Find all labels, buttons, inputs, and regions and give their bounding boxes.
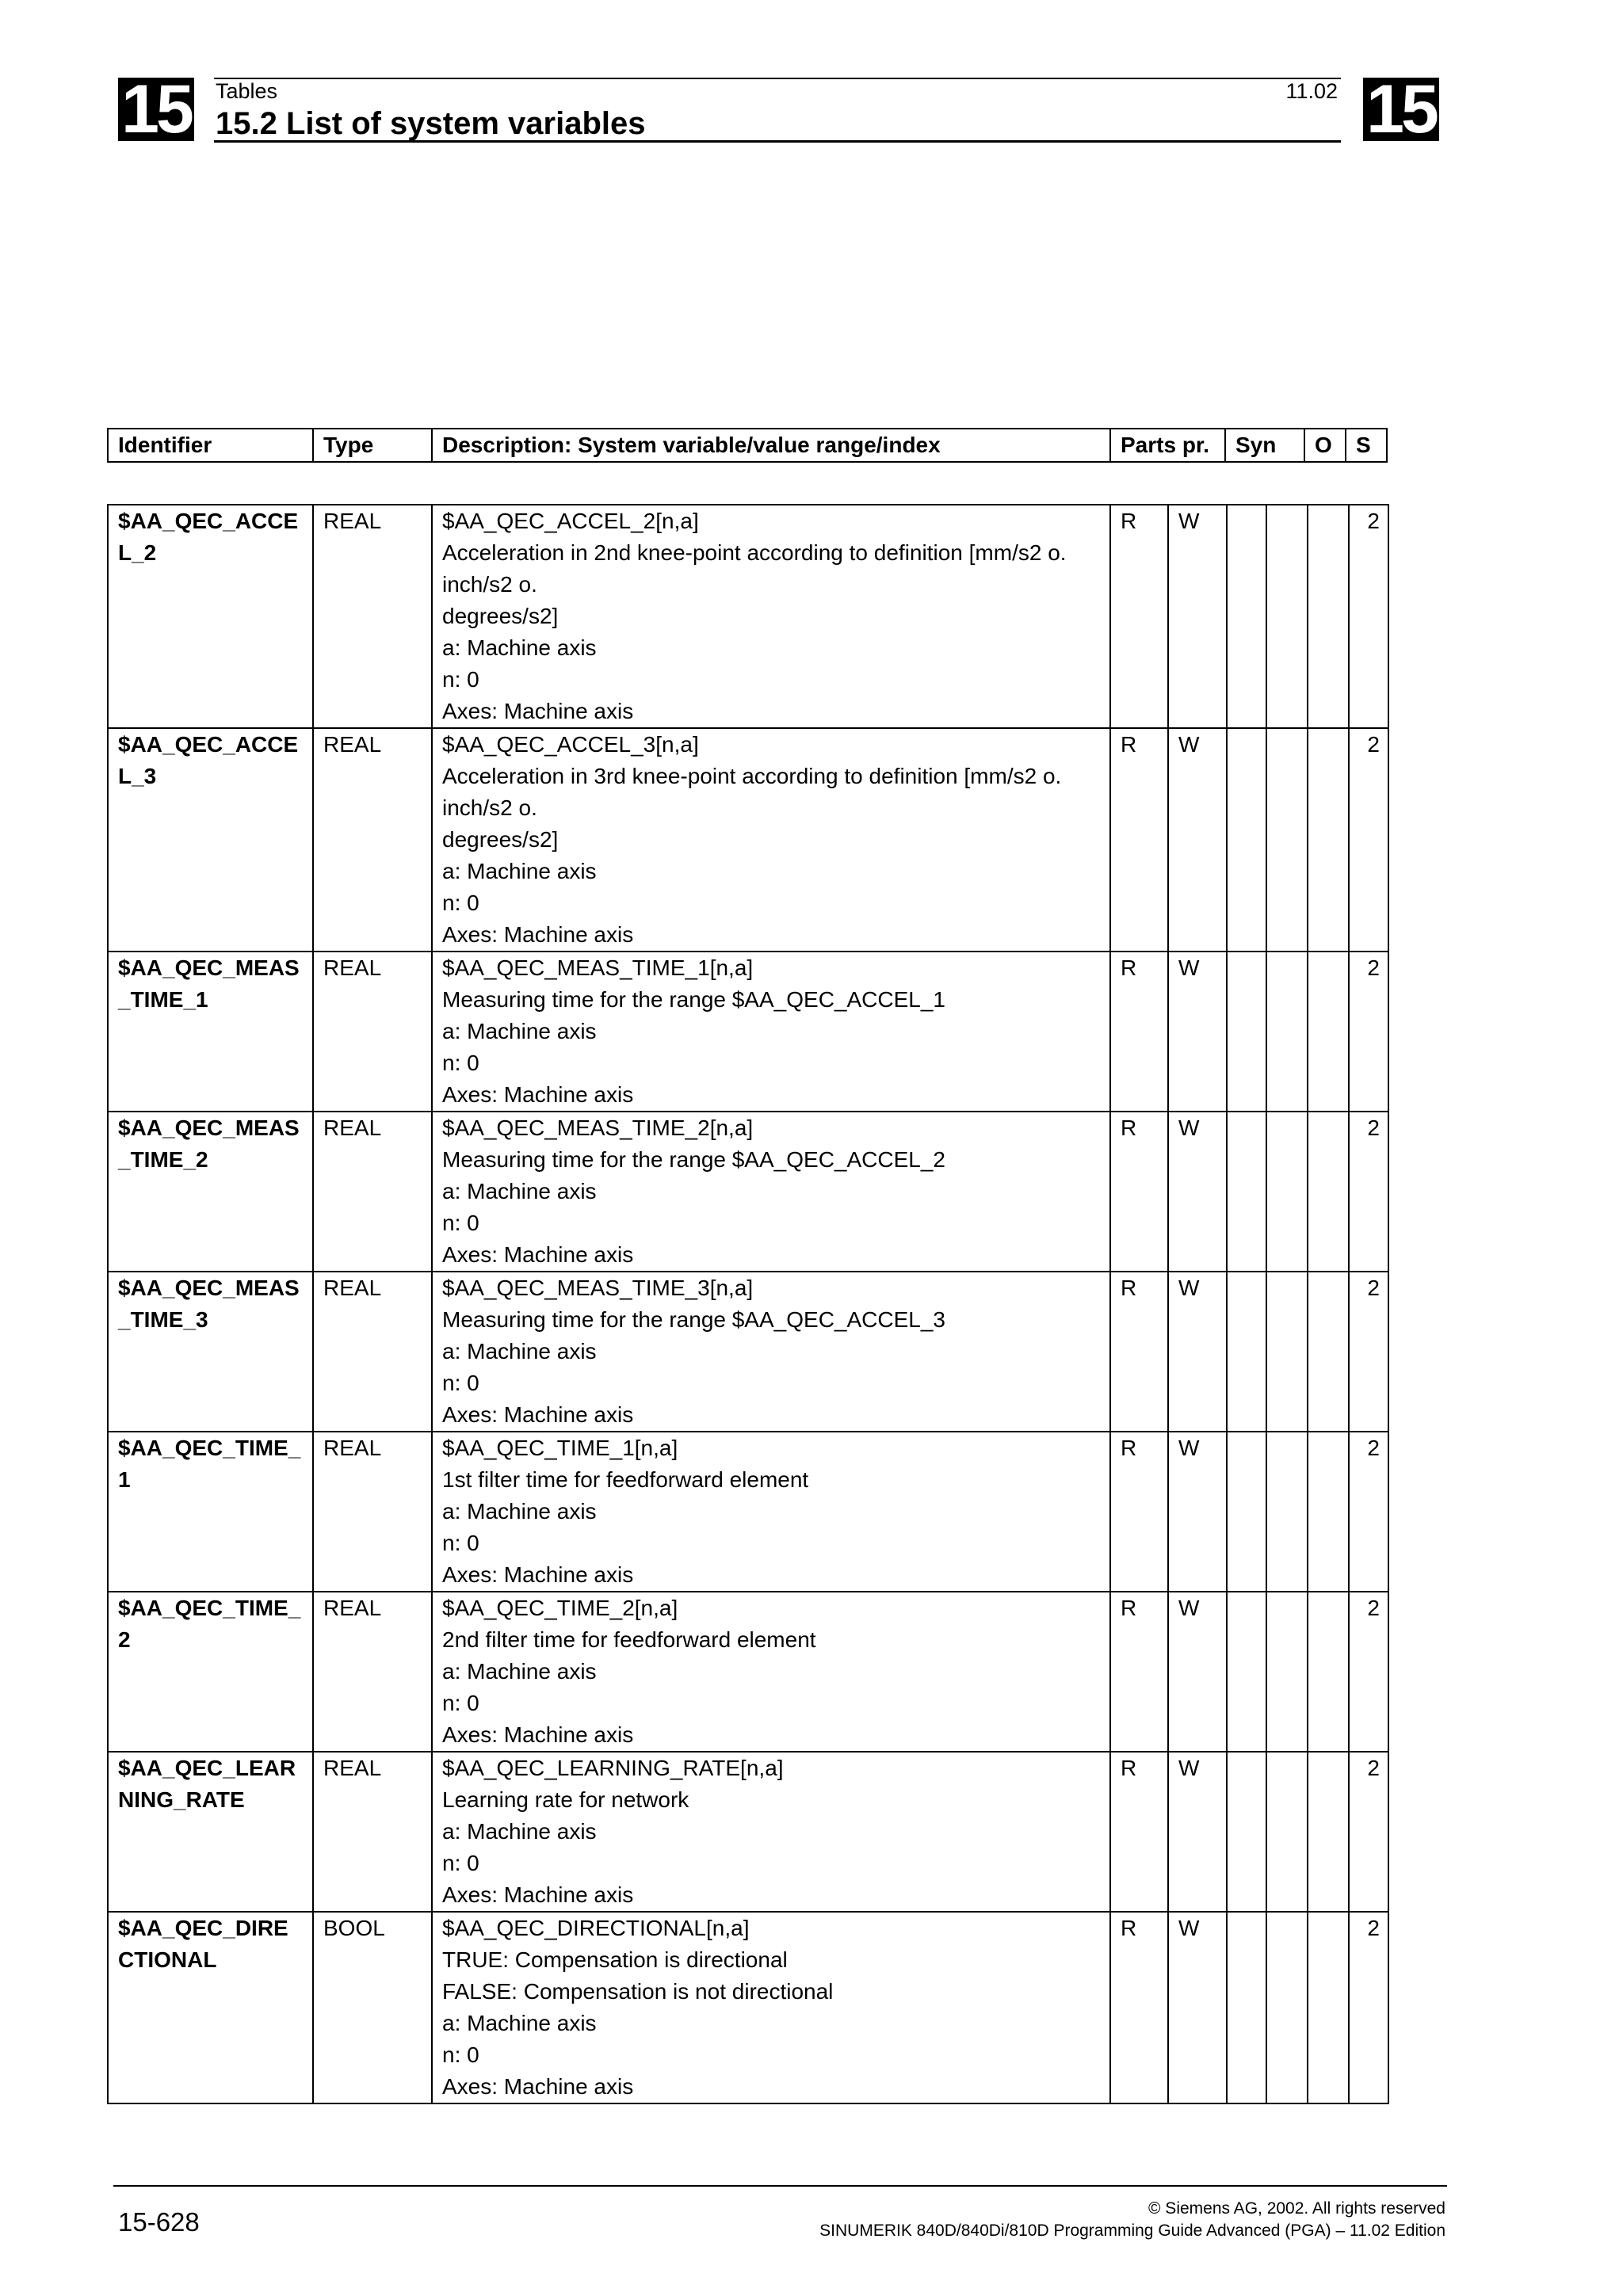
description-cell — [432, 728, 1110, 952]
description-cell — [432, 1752, 1110, 1912]
description-line: $AA_QEC_TIME_2[n,a] — [442, 1596, 678, 1620]
syn-cell — [1227, 1272, 1266, 1432]
description-line: 2nd filter time for feedforward element — [442, 1627, 816, 1652]
type-cell: REAL — [313, 1272, 432, 1432]
parts-write-cell: W — [1168, 1112, 1227, 1272]
o-cell — [1308, 505, 1349, 728]
description-line: Axes: Machine axis — [442, 1882, 634, 1907]
description-line: $AA_QEC_ACCEL_3[n,a] — [442, 732, 699, 757]
syn-cell — [1227, 1912, 1266, 2103]
description-line: $AA_QEC_MEAS_TIME_3[n,a] — [442, 1276, 754, 1300]
s-cell: 2 — [1349, 1432, 1388, 1592]
description-line: Axes: Machine axis — [442, 1402, 634, 1427]
o-cell — [1308, 1752, 1349, 1912]
description-line: TRUE: Compensation is directional — [442, 1947, 788, 1972]
identifier-cell: $AA_QEC_TIME_1 — [108, 1432, 313, 1592]
o-cell — [1308, 728, 1349, 952]
identifier-cell: $AA_QEC_ACCEL_2 — [108, 505, 313, 728]
table-row — [108, 952, 1388, 1112]
description-line: Axes: Machine axis — [442, 1722, 634, 1747]
description-line: inch/s2 o. — [442, 572, 537, 597]
col-header-description: Description: System variable/value range/index — [432, 429, 1110, 462]
description-line: $AA_QEC_ACCEL_2[n,a] — [442, 509, 699, 533]
description-line: degrees/s2] — [442, 827, 559, 852]
parts-read-cell: R — [1110, 1912, 1168, 2103]
description-cell — [432, 505, 1110, 728]
identifier-cell: $AA_QEC_MEAS_TIME_2 — [108, 1112, 313, 1272]
syn-extra-cell — [1266, 1592, 1308, 1752]
description-line: n: 0 — [442, 1051, 479, 1075]
header-rule-top — [214, 78, 1341, 79]
table-row — [108, 1752, 1388, 1912]
description-line: a: Machine axis — [442, 635, 597, 660]
description-line: inch/s2 o. — [442, 795, 537, 820]
parts-read-cell: R — [1110, 1592, 1168, 1752]
s-cell: 2 — [1349, 1752, 1388, 1912]
syn-extra-cell — [1266, 728, 1308, 952]
col-header-identifier: Identifier — [108, 429, 313, 462]
description-cell — [432, 1272, 1110, 1432]
col-header-syn: Syn — [1225, 429, 1304, 462]
syn-cell — [1227, 1112, 1266, 1272]
description-line: Measuring time for the range $AA_QEC_ACCEL_3 — [442, 1307, 945, 1332]
col-header-s: S — [1346, 429, 1387, 462]
syn-extra-cell — [1266, 1432, 1308, 1592]
parts-write-cell: W — [1168, 505, 1227, 728]
description-line: n: 0 — [442, 1531, 479, 1555]
description-line: FALSE: Compensation is not directional — [442, 1979, 834, 2004]
syn-extra-cell — [1266, 1912, 1308, 2103]
description-line: Axes: Machine axis — [442, 922, 634, 947]
identifier-cell: $AA_QEC_MEAS_TIME_3 — [108, 1272, 313, 1432]
table-row — [108, 1432, 1388, 1592]
description-line: a: Machine axis — [442, 1659, 597, 1684]
description-line: $AA_QEC_TIME_1[n,a] — [442, 1436, 678, 1460]
description-line: Acceleration in 3rd knee-point according to definition [mm/s2 o. — [442, 764, 1062, 788]
parts-write-cell: W — [1168, 1272, 1227, 1432]
syn-cell — [1227, 1592, 1266, 1752]
identifier-cell: $AA_QEC_ACCEL_3 — [108, 728, 313, 952]
syn-extra-cell — [1266, 1272, 1308, 1432]
type-cell: REAL — [313, 1592, 432, 1752]
parts-read-cell: R — [1110, 1432, 1168, 1592]
parts-write-cell: W — [1168, 1592, 1227, 1752]
description-line: n: 0 — [442, 1691, 479, 1715]
description-line: a: Machine axis — [442, 1499, 597, 1524]
col-header-parts: Parts pr. — [1110, 429, 1225, 462]
parts-read-cell: R — [1110, 505, 1168, 728]
description-cell — [432, 952, 1110, 1112]
syn-extra-cell — [1266, 1112, 1308, 1272]
syn-cell — [1227, 1432, 1266, 1592]
table-row — [108, 1112, 1388, 1272]
header-section-label: Tables — [216, 79, 278, 103]
description-line: a: Machine axis — [442, 1179, 597, 1203]
description-line: a: Machine axis — [442, 1819, 597, 1844]
syn-extra-cell — [1266, 952, 1308, 1112]
description-line: $AA_QEC_LEARNING_RATE[n,a] — [442, 1756, 784, 1780]
s-cell: 2 — [1349, 505, 1388, 728]
parts-read-cell: R — [1110, 1272, 1168, 1432]
description-line: degrees/s2] — [442, 604, 559, 628]
footer-copyright: © Siemens AG, 2002. All rights reserved — [1148, 2199, 1445, 2218]
o-cell — [1308, 1432, 1349, 1592]
footer-guide-title: SINUMERIK 840D/840Di/810D Programming Guide Advanced (PGA) – 11.02 Edition — [819, 2222, 1445, 2240]
syn-extra-cell — [1266, 1752, 1308, 1912]
o-cell — [1308, 952, 1349, 1112]
type-cell: BOOL — [313, 1912, 432, 2103]
table-row — [108, 1272, 1388, 1432]
chapter-number-right: 15 — [1363, 78, 1439, 141]
page-title: 15.2 List of system variables — [216, 106, 646, 141]
header-date: 11.02 — [1285, 79, 1338, 103]
type-cell: REAL — [313, 1112, 432, 1272]
parts-read-cell: R — [1110, 1112, 1168, 1272]
parts-write-cell: W — [1168, 728, 1227, 952]
syn-cell — [1227, 1752, 1266, 1912]
column-header-table — [107, 428, 1388, 463]
s-cell: 2 — [1349, 1112, 1388, 1272]
description-line: Axes: Machine axis — [442, 1242, 634, 1267]
description-line: a: Machine axis — [442, 859, 597, 883]
parts-read-cell: R — [1110, 1752, 1168, 1912]
s-cell: 2 — [1349, 1592, 1388, 1752]
description-line: n: 0 — [442, 1211, 479, 1235]
table-row — [108, 1592, 1388, 1752]
s-cell: 2 — [1349, 1272, 1388, 1432]
description-cell — [432, 1432, 1110, 1592]
parts-read-cell: R — [1110, 952, 1168, 1112]
description-line: n: 0 — [442, 1371, 479, 1395]
description-line: $AA_QEC_DIRECTIONAL[n,a] — [442, 1916, 750, 1940]
identifier-cell: $AA_QEC_TIME_2 — [108, 1592, 313, 1752]
description-line: Acceleration in 2nd knee-point according to definition [mm/s2 o. — [442, 540, 1067, 565]
identifier-cell: $AA_QEC_MEAS_TIME_1 — [108, 952, 313, 1112]
s-cell: 2 — [1349, 952, 1388, 1112]
description-line: n: 0 — [442, 2042, 479, 2067]
syn-cell — [1227, 728, 1266, 952]
identifier-cell: $AA_QEC_LEARNING_RATE — [108, 1752, 313, 1912]
o-cell — [1308, 1272, 1349, 1432]
description-cell — [432, 1112, 1110, 1272]
description-line: Axes: Machine axis — [442, 2074, 634, 2099]
description-line: $AA_QEC_MEAS_TIME_1[n,a] — [442, 955, 754, 980]
chapter-number-left: 15 — [118, 78, 194, 141]
description-cell — [432, 1912, 1110, 2103]
type-cell: REAL — [313, 952, 432, 1112]
parts-write-cell: W — [1168, 1432, 1227, 1592]
description-line: n: 0 — [442, 891, 479, 915]
col-header-o: O — [1304, 429, 1346, 462]
type-cell: REAL — [313, 1752, 432, 1912]
s-cell: 2 — [1349, 728, 1388, 952]
o-cell — [1308, 1912, 1349, 2103]
description-line: n: 0 — [442, 1851, 479, 1875]
type-cell: REAL — [313, 1432, 432, 1592]
description-line: a: Machine axis — [442, 2011, 597, 2035]
parts-read-cell: R — [1110, 728, 1168, 952]
description-line: Measuring time for the range $AA_QEC_ACCEL_2 — [442, 1147, 945, 1172]
syn-extra-cell — [1266, 505, 1308, 728]
description-line: a: Machine axis — [442, 1339, 597, 1363]
description-line: Axes: Machine axis — [442, 1562, 634, 1587]
parts-write-cell: W — [1168, 1912, 1227, 2103]
table-row — [108, 1912, 1388, 2103]
type-cell: REAL — [313, 505, 432, 728]
description-line: 1st filter time for feedforward element — [442, 1467, 809, 1492]
footer-rule — [113, 2185, 1447, 2187]
description-cell — [432, 1592, 1110, 1752]
description-line: Axes: Machine axis — [442, 1082, 634, 1107]
parts-write-cell: W — [1168, 1752, 1227, 1912]
page-number: 15-628 — [118, 2207, 200, 2237]
description-line: a: Machine axis — [442, 1019, 597, 1043]
o-cell — [1308, 1592, 1349, 1752]
description-line: n: 0 — [442, 667, 479, 692]
s-cell: 2 — [1349, 1912, 1388, 2103]
type-cell: REAL — [313, 728, 432, 952]
header-rule-bottom — [214, 140, 1341, 143]
parts-write-cell: W — [1168, 952, 1227, 1112]
table-row — [108, 505, 1388, 728]
description-line: Measuring time for the range $AA_QEC_ACCEL_1 — [442, 987, 945, 1012]
header-row — [108, 429, 1387, 462]
description-line: $AA_QEC_MEAS_TIME_2[n,a] — [442, 1116, 754, 1140]
col-header-type: Type — [313, 429, 432, 462]
table-row — [108, 728, 1388, 952]
syn-cell — [1227, 952, 1266, 1112]
description-line: Learning rate for network — [442, 1787, 689, 1812]
identifier-cell: $AA_QEC_DIRECTIONAL — [108, 1912, 313, 2103]
o-cell — [1308, 1112, 1349, 1272]
description-line: Axes: Machine axis — [442, 699, 634, 723]
system-variables-table — [107, 504, 1389, 2104]
syn-cell — [1227, 505, 1266, 728]
